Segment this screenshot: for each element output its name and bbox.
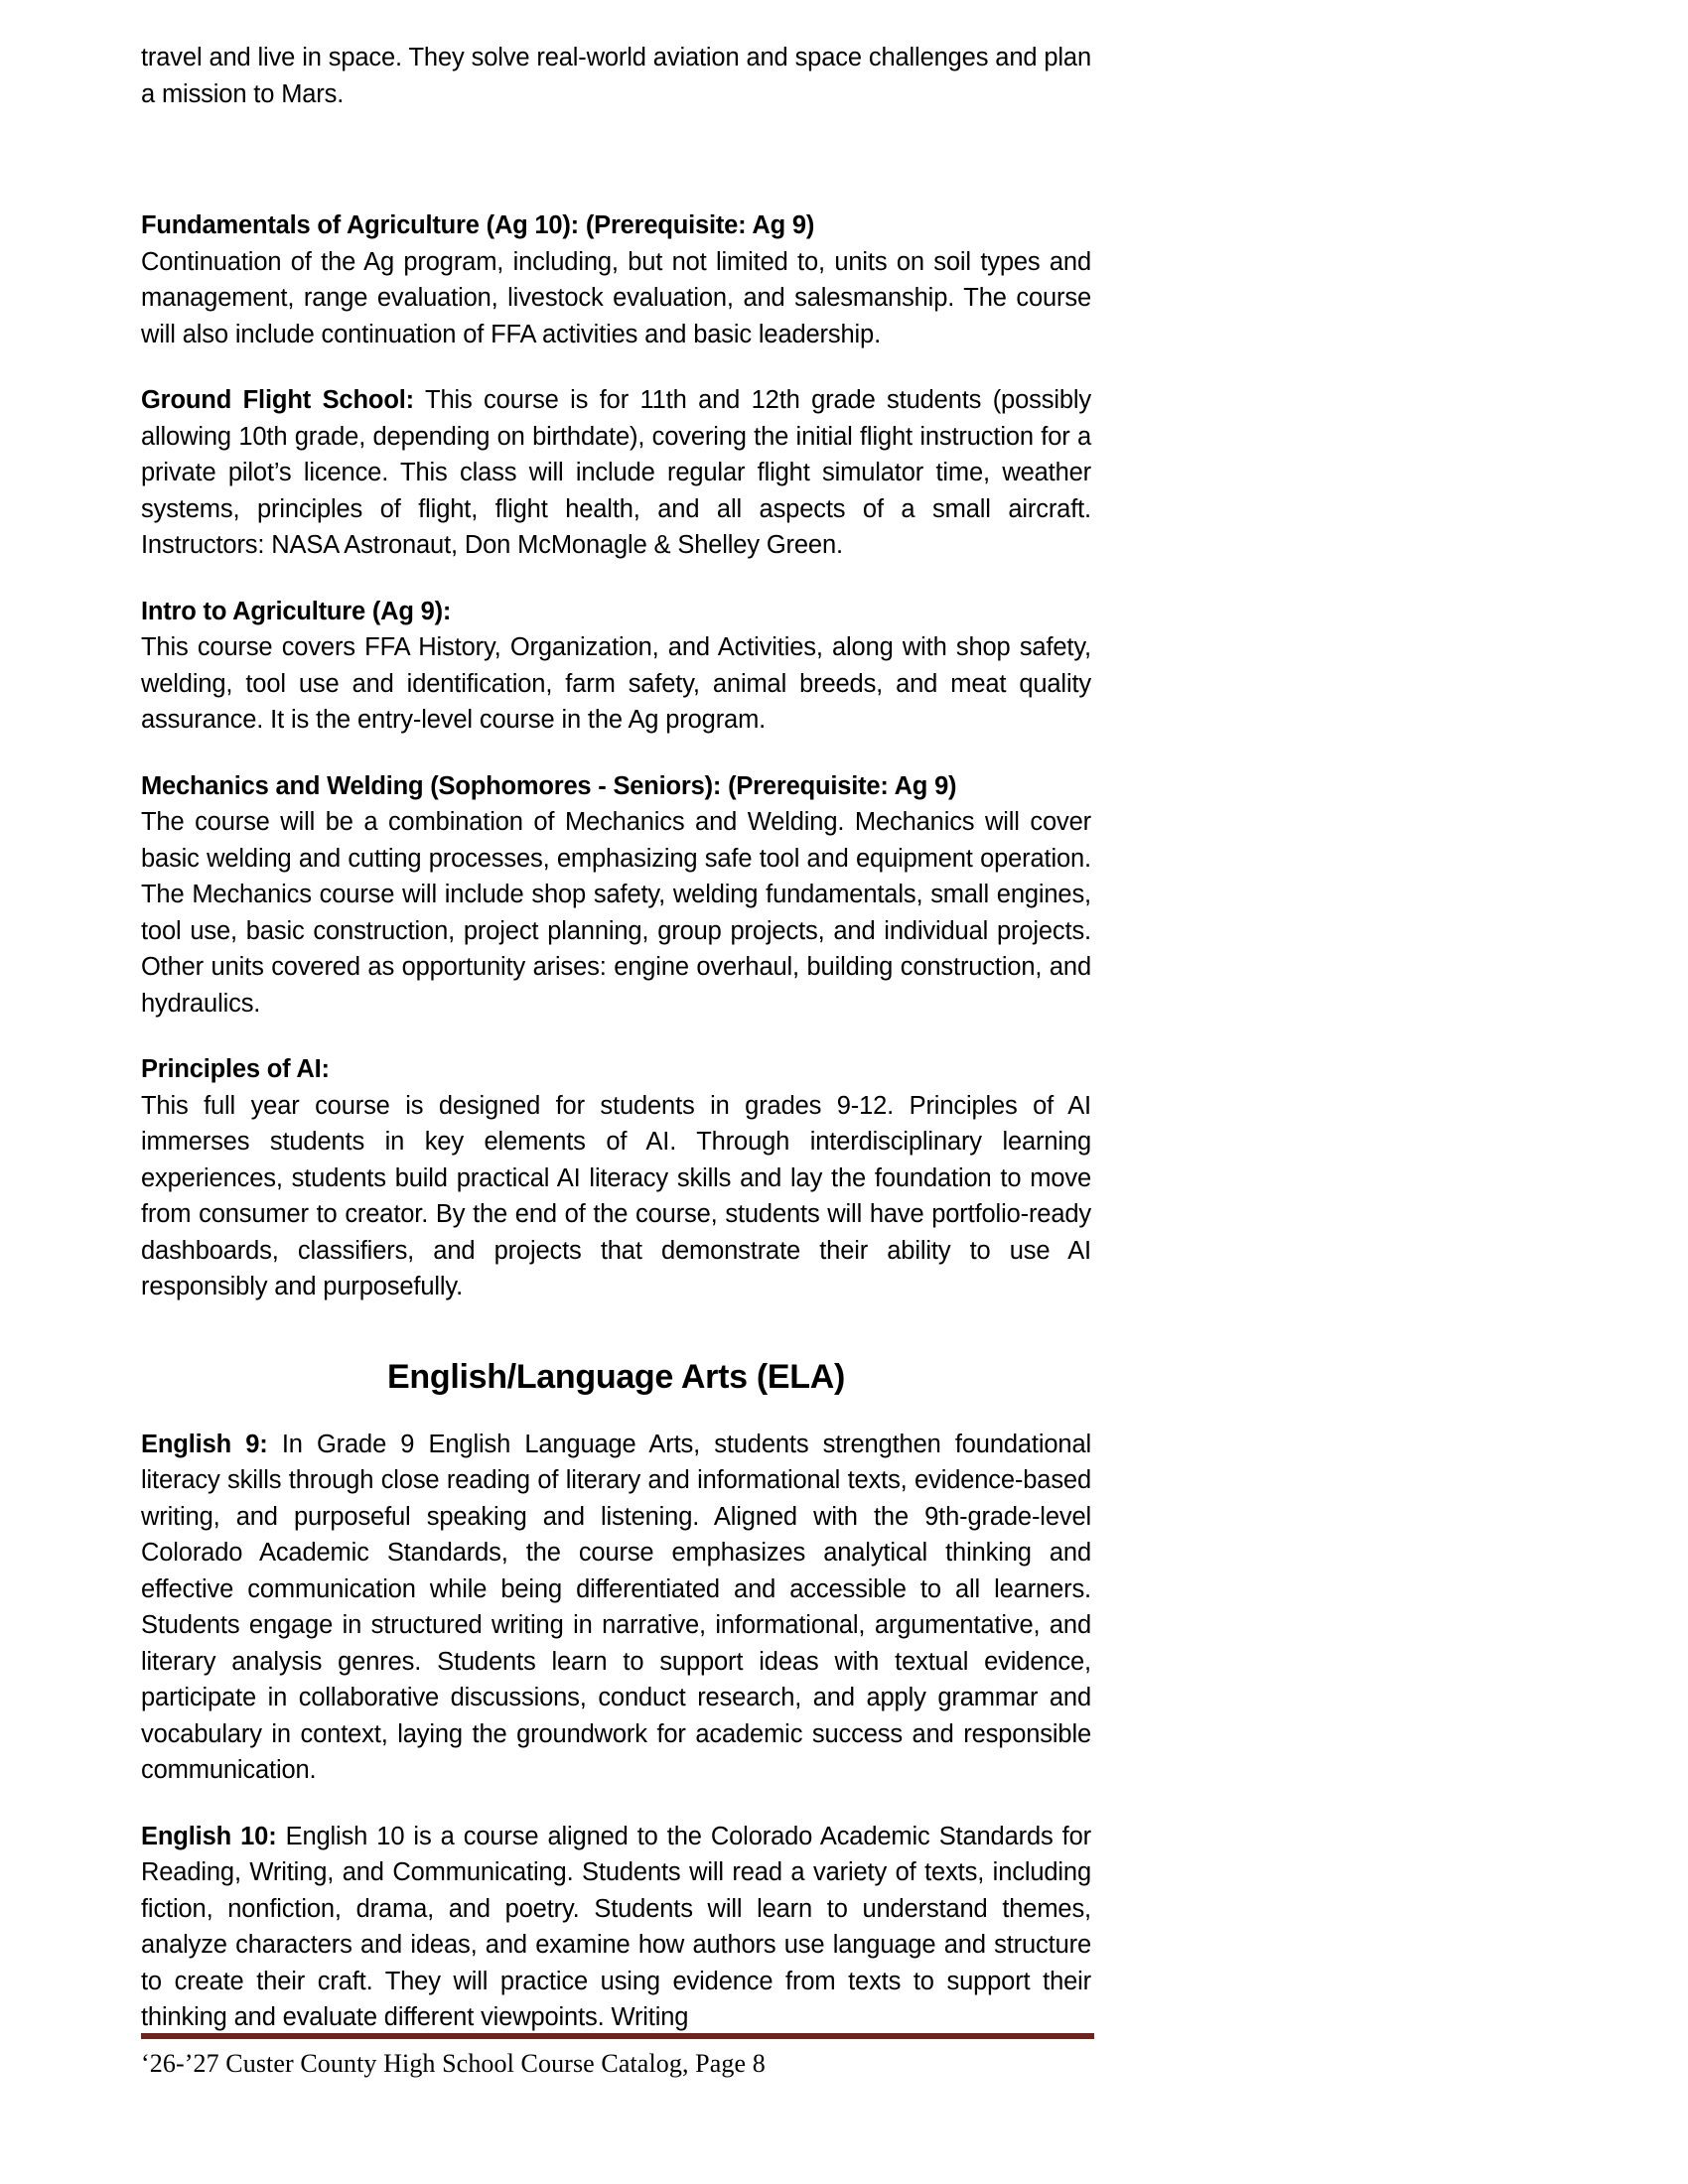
spacer (141, 564, 1091, 594)
course-body-with-inline-heading (141, 1427, 1091, 1789)
spacer (141, 1305, 1091, 1355)
spacer (141, 1022, 1091, 1051)
section-title-ela: English/Language Arts (ELA) (387, 1357, 845, 1396)
spacer (141, 352, 1091, 382)
course-body: Continuation of the Ag program, including, but not limited to, units on soil types and management, range evaluation, livestock evaluation, and salesmanship. The course will also include continuation of FFA activities and basic leadership. (141, 247, 1091, 348)
course-heading: Intro to Agriculture (Ag 9): (141, 597, 452, 625)
course-body: This course is for 11th and 12th grade students (possibly allowing 10th grade, depending on birthdate), covering the initial flight instruction for a private pilot’s licence. This class will include regular flight simulator time, weather systems, principles of flight, flight health, and all aspects of a small aircraft. Instructors: NASA Astronaut, Don McMonagle & Shelley Green. (141, 386, 1091, 559)
course-heading: Principles of AI: (141, 1055, 330, 1083)
course-principles-of-ai (141, 1051, 1091, 1305)
page-content (141, 40, 1091, 2036)
course-body: English 10 is a course aligned to the Colorado Academic Standards for Reading, Writing, and Communicating. Students will read a variety of texts, including fiction, nonfiction, drama, and poetry. Students will learn to understand themes, analyze characters and ideas, and examine how authors use language and structure to create their craft. They will practice using evidence from texts to support their thinking and evaluate different viewpoints. Writing (141, 1822, 1091, 2031)
spacer (141, 112, 1091, 207)
continued-paragraph (141, 40, 1091, 112)
course-body-with-inline-heading (141, 1819, 1091, 2036)
course-mechanics-and-welding (141, 768, 1091, 1023)
course-fundamentals-of-agriculture (141, 207, 1091, 352)
spacer (141, 1399, 1091, 1427)
course-english-10 (141, 1819, 1091, 2036)
course-heading: Ground Flight School: (141, 386, 415, 414)
course-intro-to-agriculture (141, 594, 1091, 739)
course-heading: Fundamentals of Agriculture (Ag 10): (Prerequisite: Ag 9) (141, 211, 815, 239)
course-heading: Mechanics and Welding (Sophomores - Seniors): (Prerequisite: Ag 9) (141, 771, 957, 800)
continued-paragraph-text: travel and live in space. They solve real-world aviation and space challenges and plan a mission to Mars. (141, 44, 1091, 108)
course-body: In Grade 9 English Language Arts, students strengthen foundational literacy skills through close reading of literary and informational texts, evidence-based writing, and purposeful speaking and listening. Aligned with the 9th-grade-level Colorado Academic Standards, the course emphasizes analytical thinking and effective communication while being differentiated and accessible to all learners. Students engage in structured writing in narrative, informational, argumentative, and literary analysis genres. Students learn to support ideas with textual evidence, participate in collaborative discussions, conduct research, and apply grammar and vocabulary in context, laying the groundwork for academic success and responsible communication. (141, 1430, 1091, 1784)
course-heading: English 10: (141, 1822, 277, 1850)
course-body-with-inline-heading (141, 382, 1091, 564)
spacer (141, 1789, 1091, 1819)
course-english-9 (141, 1427, 1091, 1789)
course-body: The course will be a combination of Mechanics and Welding. Mechanics will cover basic welding and cutting processes, emphasizing safe tool and equipment operation. The Mechanics course will include shop safety, welding fundamentals, small engines, tool use, basic construction, project planning, group projects, and individual projects. Other units covered as opportunity arises: engine overhaul, building construction, and hydraulics. (141, 808, 1091, 1018)
course-body: This full year course is designed for students in grades 9-12. Principles of AI immerses students in key elements of AI. Through interdisciplinary learning experiences, students build practical AI literacy skills and lay the foundation to move from consumer to creator. By the end of the course, students will have portfolio-ready dashboards, classifiers, and projects that demonstrate their ability to use AI responsibly and purposefully. (141, 1091, 1091, 1300)
spacer (141, 739, 1091, 768)
course-body: This course covers FFA History, Organization, and Activities, along with shop safety, welding, tool use and identification, farm safety, animal breeds, and meat quality assurance. It is the entry-level course in the Ag program. (141, 633, 1091, 734)
page-footer (141, 2033, 1094, 2081)
course-ground-flight-school (141, 382, 1091, 564)
footer-label: ‘26-’27 Custer County High School Course Catalog, Page 8 (141, 2049, 766, 2078)
course-heading: English 9: (141, 1430, 268, 1458)
